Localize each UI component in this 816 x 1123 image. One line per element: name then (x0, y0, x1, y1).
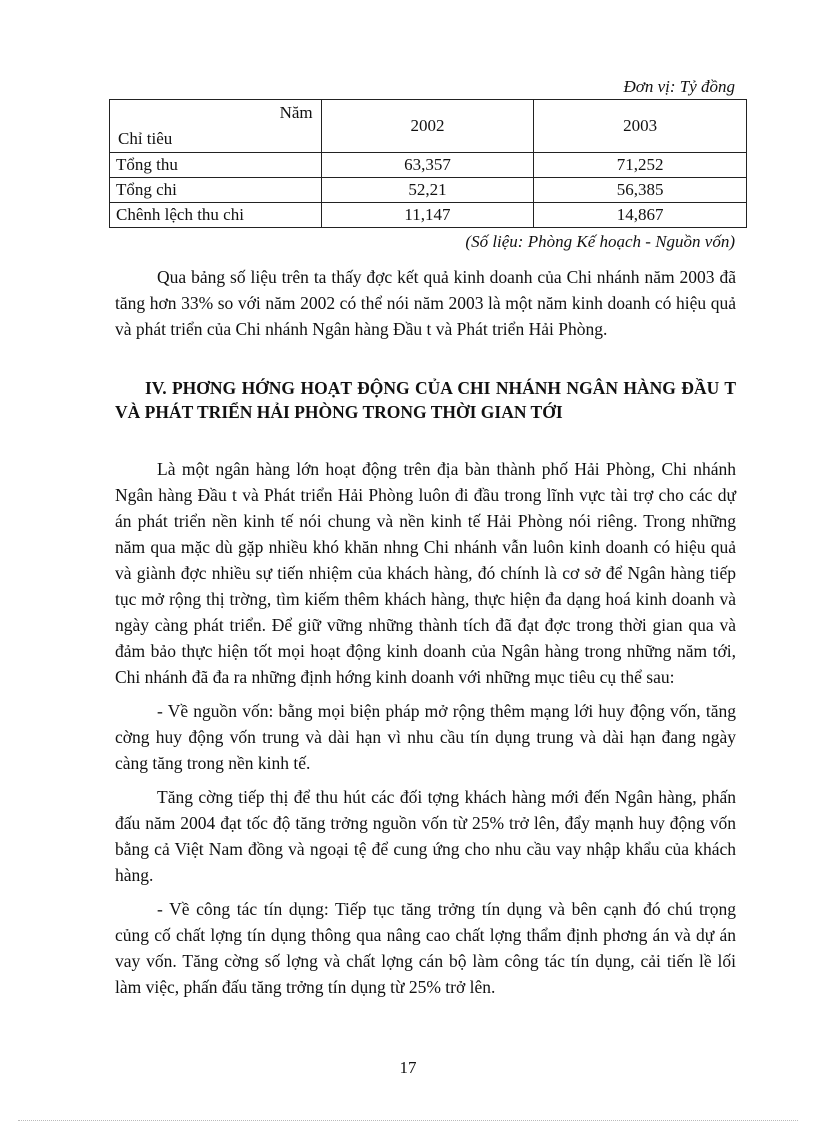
page-bottom-rule (18, 1120, 798, 1121)
table-header-row (110, 100, 747, 153)
paragraph-marketing: Tăng cờng tiếp thị để thu hút các đối tợng khách hàng mới đến Ngân hàng, phấn đấu năm 2004 đạt tốc độ tăng trởng nguồn vốn từ 25% trở lên, đẩy mạnh huy động vốn bằng cả Việt Nam đồng và ngoại tệ để cung ứng cho nhu cầu vay nhập khẩu của khách hàng. (115, 787, 736, 885)
paragraph-capital: - Về nguồn vốn: bằng mọi biện pháp mở rộng thêm mạng lới huy động vốn, tăng cờng huy động vốn trung và dài hạn vì nhu cầu tín dụng trung và dài hạn đang ngày càng tăng trong nền kinh tế. (115, 701, 736, 773)
cell-2003: 14,867 (534, 203, 747, 228)
paragraph-intro: Là một ngân hàng lớn hoạt động trên địa bàn thành phố Hải Phòng, Chi nhánh Ngân hàng Đầu t và Phát triển Hải Phòng luôn đi đầu trong lĩnh vực tài trợ cho các dự án phát triển nền kinh tế nói chung và nền kinh tế Hải Phòng nói riêng. Trong những năm qua mặc dù gặp nhiều khó khăn nhng Chi nhánh vẫn luôn kinh doanh có hiệu quả và giành đợc nhiều sự tiến nhiệm của khách hàng, đó chính là cơ sở để Ngân hàng tiếp tục mở rộng thị trờng, tìm kiếm thêm khách hàng, thực hiện đa dạng hoá kinh doanh và ngày càng phát triển. Để giữ vững những thành tích đã đạt đợc trong thời gian qua và đảm bảo thực hiện tốt mọi hoạt động kinh doanh của Ngân hàng trong những năm tới, Chi nhánh đã đa ra những định hớng kinh doanh với những mục tiêu cụ thể sau: (115, 459, 736, 687)
header-year-2002: 2002 (321, 100, 534, 153)
cell-2002: 52,21 (321, 178, 534, 203)
paragraph-results: Qua bảng số liệu trên ta thấy đợc kết quả kinh doanh của Chi nhánh năm 2003 đã tăng hơn 33% so với năm 2002 có thể nói năm 2003 là một năm kinh doanh có hiệu quả và phát triển của Chi nhánh Ngân hàng Đầu t và Phát triển Hải Phòng. (115, 267, 736, 339)
body-text (115, 456, 736, 1000)
paragraph-credit: - Về công tác tín dụng: Tiếp tục tăng trởng tín dụng và bên cạnh đó chú trọng củng cố chất lợng tín dụng thông qua nâng cao chất lợng thẩm định phơng án và dự án vay vốn. Tăng cờng số lợng và chất lợng cán bộ làm công tác tín dụng, cải tiến lề lối làm việc, phấn đấu tăng trởng tín dụng từ 25% trở lên. (115, 899, 736, 997)
cell-2003: 56,385 (534, 178, 747, 203)
table-row (110, 178, 747, 203)
financial-table (109, 99, 747, 228)
cell-2002: 63,357 (321, 153, 534, 178)
row-label: Tổng chi (110, 178, 322, 203)
row-label: Tổng thu (110, 153, 322, 178)
header-year-2003: 2003 (534, 100, 747, 153)
page-number: 17 (399, 1058, 417, 1077)
cell-2002: 11,147 (321, 203, 534, 228)
header-item-label: Chỉ tiêu (118, 129, 173, 148)
header-year-label: Năm (279, 103, 313, 122)
header-diagonal-cell (110, 100, 322, 153)
table-row (110, 153, 747, 178)
row-label: Chênh lệch thu chi (110, 203, 322, 228)
cell-2003: 71,252 (534, 153, 747, 178)
table-source-note: (Số liệu: Phòng Kế hoạch - Nguồn vốn) (465, 232, 735, 251)
table-row (110, 203, 747, 228)
section-heading: IV. PHƠNG HỚNG HOẠT ĐỘNG CỦA CHI NHÁNH NGÂN HÀNG ĐẦU T VÀ PHÁT TRIỂN HẢI PHÒNG TRONG THỜI GIAN TỚI (115, 378, 736, 422)
unit-label: Đơn vị: Tỷ đồng (623, 77, 735, 96)
